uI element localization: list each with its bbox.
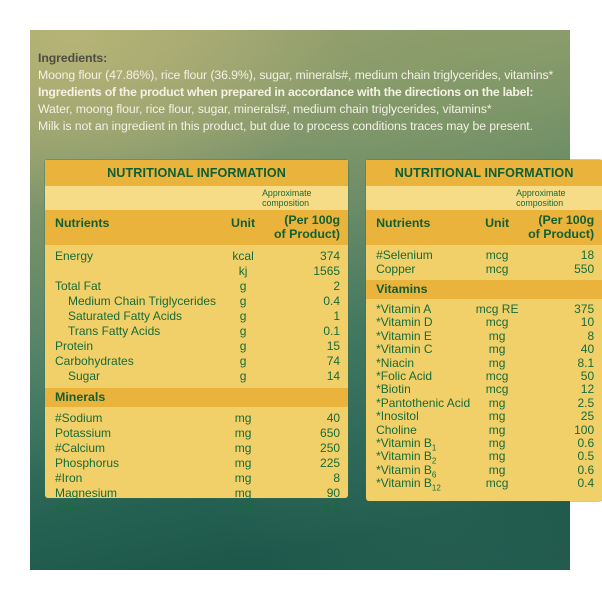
label-background — [30, 30, 595, 570]
table-title: NUTRITIONAL INFORMATION — [45, 160, 348, 186]
approx-composition-label: Approximate composition — [262, 188, 312, 208]
nutrient-unit: g — [239, 324, 247, 339]
nutrition-table-left — [45, 160, 348, 516]
table-body — [366, 245, 602, 495]
nutrient-name: #Zinc — [55, 501, 85, 516]
nutrient-unit: kcal — [232, 249, 254, 264]
nutrient-value: 1565 — [313, 264, 341, 279]
nutrient-unit: mg — [234, 456, 252, 471]
table-title: NUTRITIONAL INFORMATION — [366, 160, 602, 186]
nutrient-name: Energy — [55, 249, 94, 264]
nutrient-value: 25 — [580, 409, 595, 424]
nutrient-row — [376, 343, 594, 356]
nutrient-unit: mcg — [485, 248, 509, 263]
nutrient-row — [376, 424, 594, 437]
ingredients-heading: Ingredients: — [38, 51, 108, 65]
nutrient-row — [55, 456, 340, 471]
nutrient-unit: mg — [234, 501, 252, 516]
nutrient-unit: mg — [488, 355, 506, 370]
approx-composition-label: Approximate composition — [516, 188, 566, 208]
nutrient-unit: g — [239, 339, 247, 354]
nutrient-name: Saturated Fatty Acids — [68, 309, 183, 324]
nutrient-row — [55, 279, 340, 294]
nutrient-value: 3.5 — [323, 501, 341, 516]
nutrient-value: 650 — [320, 426, 341, 441]
nutrient-value: 8 — [587, 328, 595, 343]
nutrient-name: *Vitamin $B_6$ — [376, 462, 437, 480]
nutrient-value: 14 — [326, 369, 341, 384]
nutrient-unit: mg — [234, 471, 252, 486]
nutrient-unit: mcg — [485, 476, 509, 491]
nutrient-name: *Biotin — [376, 382, 411, 397]
nutrient-name: *Vitamin $B_2$ — [376, 449, 437, 466]
nutrient-value: 90 — [326, 486, 341, 501]
nutrient-row — [55, 471, 340, 486]
nutrient-row — [376, 316, 594, 329]
nutrient-name: #Sodium — [55, 411, 103, 426]
col-header-nutrients: Nutrients — [55, 216, 110, 231]
nutrient-value: 40 — [326, 411, 341, 426]
nutrient-value: 40 — [580, 342, 595, 357]
nutrient-unit: mg — [488, 462, 506, 477]
nutrient-name: Phosphorus — [55, 456, 120, 471]
nutrient-unit: mg — [234, 441, 252, 456]
nutrient-row — [376, 436, 595, 453]
nutrient-value: 8 — [333, 471, 341, 486]
nutrient-value: 100 — [574, 422, 595, 437]
nutrient-name: Total Fat — [55, 279, 102, 294]
col-header-unit: Unit — [231, 216, 256, 231]
col-header-per100: (Per 100g of Product) — [528, 213, 595, 242]
nutrient-row — [376, 383, 594, 396]
nutrient-value: 0.6 — [577, 436, 595, 451]
nutrient-unit: mcg — [485, 261, 509, 276]
nutrient-name: #Calcium — [55, 441, 106, 456]
nutrient-name: *Vitamin D — [376, 315, 433, 330]
nutrient-row — [376, 462, 595, 480]
approx-composition-band — [45, 186, 348, 210]
nutrient-value: 250 — [320, 441, 341, 456]
nutrient-row — [55, 411, 340, 426]
nutrient-row — [55, 441, 340, 456]
nutrient-unit: mg — [488, 328, 506, 343]
nutrient-name: Choline — [376, 422, 417, 437]
nutrient-name: #Iron — [55, 471, 83, 486]
nutrient-unit: g — [239, 279, 247, 294]
nutrient-row — [376, 476, 595, 493]
nutrient-unit: g — [239, 354, 247, 369]
nutrient-name: Protein — [55, 339, 94, 354]
nutrient-unit: mcg — [485, 315, 509, 330]
col-header-nutrients: Nutrients — [376, 216, 431, 231]
nutrient-value: 12 — [580, 382, 595, 397]
nutrient-row — [55, 249, 340, 264]
nutrient-name: Sugar — [68, 369, 101, 384]
nutrient-row — [376, 397, 594, 410]
ingredients-composition: Moong flour (47.86%), rice flour (36.9%), sugar, minerals#, medium chain triglycerides, vitamins* — [38, 68, 554, 82]
approx-composition-band — [366, 186, 602, 210]
nutrient-name: *Vitamin E — [376, 328, 432, 343]
nutrient-row — [376, 330, 594, 343]
nutrient-unit: mg — [488, 449, 506, 464]
nutrient-name: *Niacin — [376, 355, 415, 370]
nutrient-row — [55, 486, 340, 501]
nutrient-value: 15 — [326, 339, 341, 354]
nutrient-value: 2.5 — [577, 395, 595, 410]
nutrient-value: 0.4 — [577, 476, 595, 491]
nutrient-unit: kj — [238, 264, 248, 279]
nutrient-unit: g — [239, 309, 247, 324]
section-header: Vitamins — [366, 280, 602, 299]
nutrient-name: Carbohydrates — [55, 354, 134, 369]
nutrient-value: 1 — [333, 309, 341, 324]
allergen-note: Milk is not an ingredient in this product, but due to process conditions traces may be present. — [38, 119, 533, 133]
nutrient-value: 375 — [574, 302, 595, 316]
nutrient-row — [55, 339, 340, 354]
nutrient-name: Magnesium — [55, 486, 118, 501]
nutrient-value: 374 — [320, 249, 341, 264]
nutrient-unit: mg — [488, 409, 506, 424]
nutrient-row — [55, 309, 340, 324]
nutrient-name: Medium Chain Triglycerides — [68, 294, 217, 309]
section-header: Minerals — [45, 388, 348, 407]
nutrient-unit: g — [239, 294, 247, 309]
nutrient-value: 2 — [333, 279, 341, 294]
nutrient-row — [376, 410, 594, 423]
nutrient-row — [55, 501, 340, 516]
nutrient-row — [55, 264, 340, 279]
nutrient-name: Potassium — [55, 426, 112, 441]
nutrient-value: 225 — [320, 456, 341, 471]
nutrient-name: *Vitamin $B_{12}$ — [376, 476, 441, 493]
nutrient-value: 0.1 — [323, 324, 341, 339]
nutrient-name: *Folic Acid — [376, 369, 433, 384]
nutrient-row — [55, 369, 340, 384]
nutrient-unit: mg — [234, 486, 252, 501]
nutrient-unit: g — [239, 369, 247, 384]
nutrient-unit: mg — [488, 342, 506, 357]
nutrient-row — [55, 354, 340, 369]
nutrient-unit: mg — [488, 436, 506, 451]
nutrient-name: Copper — [376, 261, 416, 276]
nutrient-unit: mcg — [485, 382, 509, 397]
nutrient-value: 10 — [580, 315, 595, 330]
nutrient-value: 0.5 — [577, 449, 595, 464]
ingredients-prepared-composition: Water, moong flour, rice flour, sugar, minerals#, medium chain triglycerides, vitamins* — [38, 102, 492, 116]
nutrient-name: *Vitamin $B_1$ — [376, 436, 437, 453]
column-header-row — [366, 210, 602, 245]
nutrient-value: 8.1 — [577, 355, 595, 370]
ingredients-prepared-heading: Ingredients of the product when prepared in accordance with the directions on the label: — [38, 85, 534, 99]
nutrient-row — [55, 426, 340, 441]
nutrient-row — [55, 294, 340, 309]
nutrient-name: *Vitamin A — [376, 302, 432, 316]
nutrient-value: 550 — [574, 261, 595, 276]
nutrient-name: Trans Fatty Acids — [68, 324, 161, 339]
nutrient-name: #Selenium — [376, 248, 433, 263]
nutrient-name: *Inositol — [376, 409, 419, 424]
nutrient-unit: mg — [234, 411, 252, 426]
nutrient-value: 0.6 — [577, 462, 595, 477]
nutrient-row — [376, 263, 594, 276]
nutrition-tables — [45, 160, 595, 516]
column-header-row — [45, 210, 348, 245]
ingredients-section — [38, 50, 566, 135]
nutrient-value: 74 — [326, 354, 341, 369]
nutrient-unit: mcg — [485, 369, 509, 384]
table-body — [45, 245, 348, 520]
col-header-per100: (Per 100g of Product) — [273, 213, 341, 242]
nutrient-unit: mg — [234, 426, 252, 441]
nutrient-row — [55, 324, 340, 339]
nutrient-name: *Pantothenic Acid — [376, 395, 471, 410]
nutrient-value: 18 — [580, 248, 595, 263]
nutrient-value: 50 — [580, 369, 595, 384]
nutrient-row — [376, 370, 594, 383]
nutrient-unit: mg — [488, 422, 506, 437]
nutrient-row — [376, 249, 594, 262]
col-header-unit: Unit — [485, 216, 510, 231]
nutrient-value: 0.4 — [323, 294, 341, 309]
nutrient-name: *Vitamin C — [376, 342, 433, 357]
nutrient-unit: mcg RE — [475, 302, 519, 316]
nutrient-row — [376, 303, 594, 316]
nutrient-unit: mg — [488, 395, 506, 410]
nutrition-table-right — [366, 160, 602, 501]
nutrient-row — [376, 449, 595, 466]
nutrient-row — [376, 357, 594, 370]
